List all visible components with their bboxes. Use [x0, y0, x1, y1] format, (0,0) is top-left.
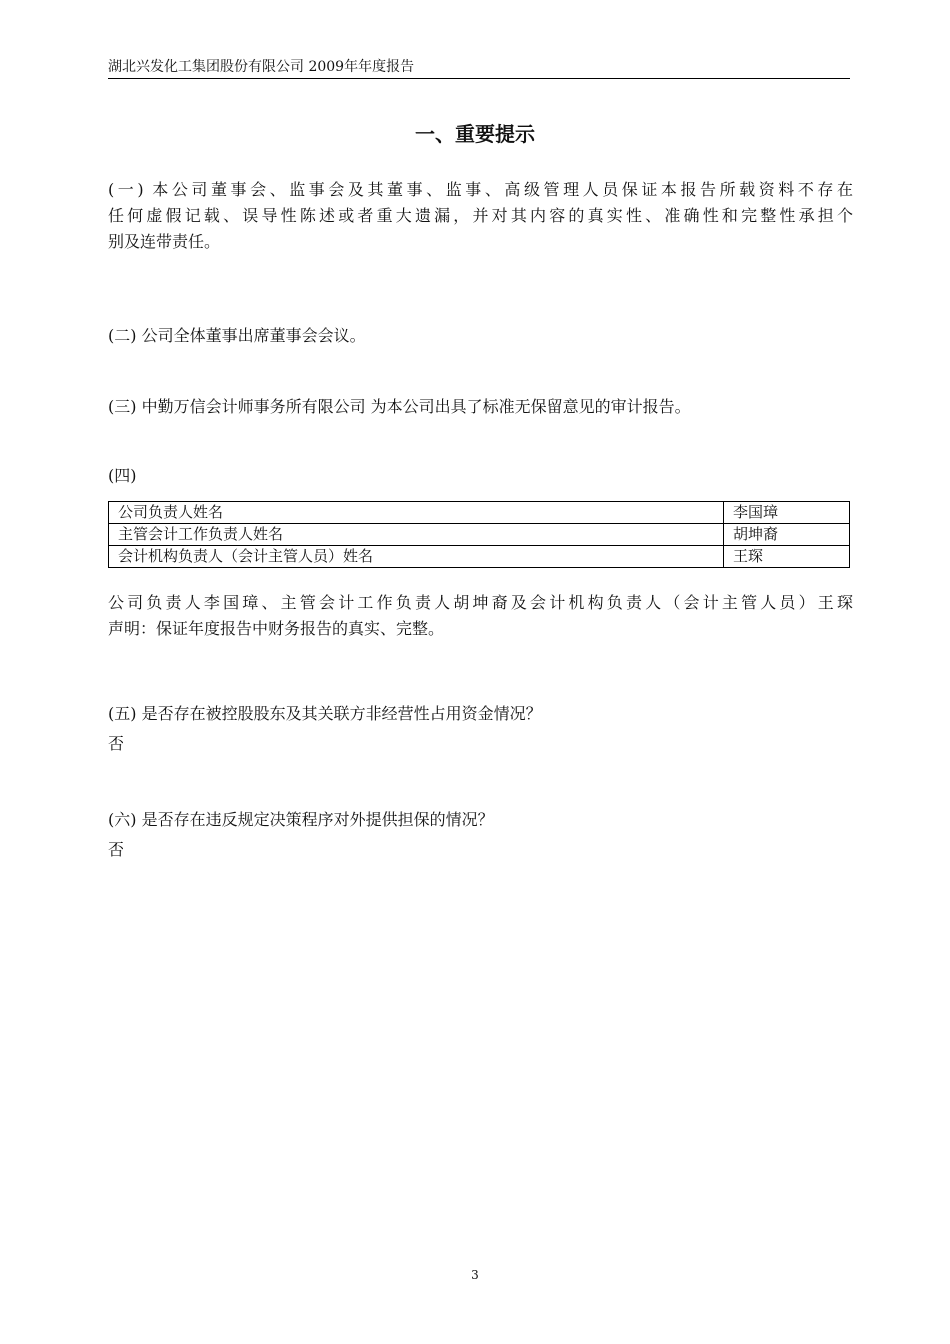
table-row	[109, 546, 850, 568]
notice-one	[108, 177, 853, 255]
notice-five	[108, 699, 853, 759]
notice-five-question: (五) 是否存在被控股股东及其关联方非经营性占用资金情况？	[108, 704, 542, 723]
notice-three-text: (三) 中勤万信会计师事务所有限公司 为本公司出具了标准无保留意见的审计报告。	[108, 397, 691, 416]
statement-line: 声明：保证年度报告中财务报告的真实、完整。	[108, 619, 445, 638]
responsible-persons-table	[108, 501, 850, 568]
statement	[108, 590, 853, 642]
section-title: 一、重要提示	[415, 122, 535, 146]
notice-one-line: 任何虚假记载、误导性陈述或者重大遗漏，并对其内容的真实性、准确性和完整性承担个	[108, 206, 853, 225]
notice-two	[108, 323, 853, 349]
notice-six-question: (六) 是否存在违反规定决策程序对外提供担保的情况？	[108, 810, 494, 829]
notice-three	[108, 394, 853, 420]
notice-six	[108, 805, 853, 865]
role-cell: 主管会计工作负责人姓名	[109, 524, 724, 546]
page-number: 3	[471, 1268, 479, 1282]
notice-two-text: (二) 公司全体董事出席董事会会议。	[108, 326, 366, 345]
name-cell: 胡坤裔	[724, 524, 850, 546]
notice-four-label	[108, 463, 853, 489]
notice-four-label-text: (四)	[108, 466, 137, 485]
statement-line: 公司负责人李国璋、主管会计工作负责人胡坤裔及会计机构负责人（会计主管人员）王琛	[108, 593, 853, 612]
notice-one-line: 别及连带责任。	[108, 232, 221, 251]
name-cell: 王琛	[724, 546, 850, 568]
notice-five-answer: 否	[108, 734, 125, 753]
notice-one-line: (一) 本公司董事会、监事会及其董事、监事、高级管理人员保证本报告所载资料不存在	[108, 180, 853, 199]
role-cell: 公司负责人姓名	[109, 502, 724, 524]
name-cell: 李国璋	[724, 502, 850, 524]
table-row	[109, 524, 850, 546]
page-header: 湖北兴发化工集团股份有限公司 2009年年度报告	[108, 58, 850, 79]
table-row	[109, 502, 850, 524]
role-cell: 会计机构负责人（会计主管人员）姓名	[109, 546, 724, 568]
notice-six-answer: 否	[108, 840, 125, 859]
